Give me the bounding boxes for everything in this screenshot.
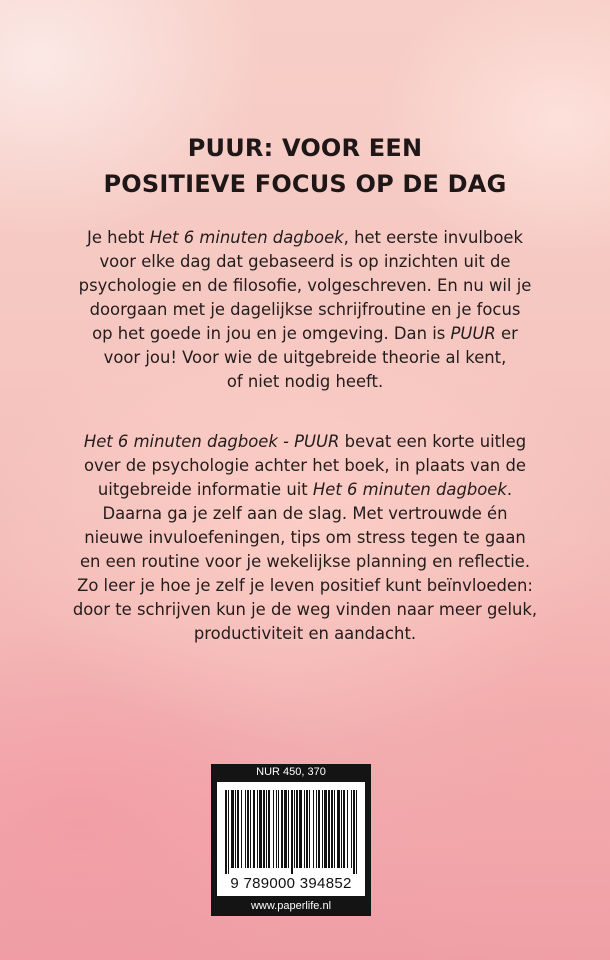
barcode-bar xyxy=(343,790,345,868)
barcode-bar xyxy=(324,790,327,868)
intro-line xyxy=(0,274,610,298)
barcode-area xyxy=(217,782,365,896)
italic-title: PUUR xyxy=(450,324,496,343)
intro-line xyxy=(0,346,610,370)
italic-title: Het 6 minuten dagboek xyxy=(312,480,507,499)
barcode-bar xyxy=(266,790,267,868)
text-segment: Je hebt xyxy=(87,228,150,247)
barcode-bar xyxy=(278,790,279,868)
barcode-bar xyxy=(284,790,287,868)
barcode-bar xyxy=(276,790,277,868)
barcode-bar xyxy=(291,790,293,874)
barcode-bars xyxy=(225,790,357,874)
barcode-bar xyxy=(304,790,305,868)
description-line xyxy=(0,502,610,526)
barcode-bar xyxy=(351,790,352,868)
isbn-number: 9 789000 394852 xyxy=(230,875,352,892)
barcode-bar xyxy=(356,790,357,874)
barcode-bar xyxy=(259,790,262,868)
description-line xyxy=(0,454,610,478)
intro-line xyxy=(0,226,610,250)
text-segment: voor elke dag dat gebaseerd is op inzichten uit de xyxy=(99,252,511,271)
barcode-bar xyxy=(306,790,308,868)
text-segment: door te schrijven kun je de weg vinden naar meer geluk, xyxy=(72,600,538,619)
barcode-bar xyxy=(309,790,310,868)
barcode-bar xyxy=(328,790,330,868)
barcode-bar xyxy=(237,790,239,868)
description-line xyxy=(0,622,610,646)
publisher-url: www.paperlife.nl xyxy=(250,900,332,912)
barcode-bar xyxy=(353,790,355,874)
italic-title: Het 6 minuten dagboek xyxy=(149,228,344,247)
barcode-bar xyxy=(331,790,333,868)
barcode-bar xyxy=(241,790,242,868)
text-segment: Daarna ga je zelf aan de slag. Met vertrouwde én xyxy=(102,504,508,523)
barcode-bar xyxy=(316,790,317,868)
text-segment: doorgaan met je dagelijkse schrijfroutine en je focus xyxy=(89,300,521,319)
barcode-bar xyxy=(268,790,270,868)
barcode-bar xyxy=(313,790,314,868)
barcode-bar xyxy=(299,790,302,868)
intro-line xyxy=(0,298,610,322)
description-line xyxy=(0,430,610,454)
heading-line-1: PUUR: VOOR EEN xyxy=(187,134,423,162)
barcode-bar xyxy=(341,790,342,868)
text-segment: , het eerste invulboek xyxy=(343,228,523,247)
intro-line xyxy=(0,370,610,394)
barcode-bar xyxy=(334,790,335,868)
barcode-bar xyxy=(245,790,246,868)
barcode-bar xyxy=(322,790,323,868)
barcode-bar xyxy=(318,790,320,868)
barcode-bar xyxy=(231,790,234,868)
text-segment: voor jou! Voor wie de uitgebreide theorie al kent, xyxy=(103,348,507,367)
text-segment: Zo leer je hoe je zelf je leven positief kunt beïnvloeden: xyxy=(77,576,533,595)
barcode-bar xyxy=(235,790,236,868)
description-line xyxy=(0,526,610,550)
barcode-block xyxy=(211,764,371,916)
italic-title: Het 6 minuten dagboek - PUUR xyxy=(83,432,340,451)
description-line xyxy=(0,574,610,598)
barcode-bar xyxy=(347,790,348,868)
barcode-bar xyxy=(294,790,295,868)
description-line xyxy=(0,598,610,622)
description-line xyxy=(0,550,610,574)
barcode-bar xyxy=(247,790,249,868)
barcode-bar xyxy=(225,790,227,874)
text-segment: over de psychologie achter het boek, in plaats van de xyxy=(83,456,526,475)
text-segment: . xyxy=(506,480,513,499)
barcode-bar xyxy=(250,790,251,868)
intro-line xyxy=(0,322,610,346)
barcode-bar xyxy=(263,790,265,868)
text-segment: psychologie en de filosofie, volgeschreven. En nu wil je xyxy=(78,276,532,295)
text-segment: op het goede in jou en je omgeving. Dan is xyxy=(92,324,451,343)
nur-code: NUR 450, 370 xyxy=(256,766,326,778)
description-line xyxy=(0,478,610,502)
barcode-bar xyxy=(281,790,283,868)
text-segment: of niet nodig heeft. xyxy=(226,372,384,391)
barcode-bar xyxy=(253,790,255,868)
barcode-bar xyxy=(228,790,229,874)
text-segment: en een routine voor je wekelijkse planning en reflectie. xyxy=(79,552,531,571)
barcode-bar xyxy=(257,790,258,868)
text-segment: uitgebreide informatie uit xyxy=(97,480,313,499)
text-segment: bevat een korte uitleg xyxy=(339,432,527,451)
heading-line-2: POSITIEVE FOCUS OP DE DAG xyxy=(103,170,507,198)
barcode-bar xyxy=(296,790,298,868)
text-segment: productiviteit en aandacht. xyxy=(193,624,417,643)
barcode-bar xyxy=(288,790,289,868)
intro-line xyxy=(0,250,610,274)
text-segment: er xyxy=(495,324,518,343)
barcode-bar xyxy=(337,790,340,868)
text-segment: nieuwe invuloefeningen, tips om stress tegen te gaan xyxy=(84,528,526,547)
barcode-bar xyxy=(273,790,274,868)
